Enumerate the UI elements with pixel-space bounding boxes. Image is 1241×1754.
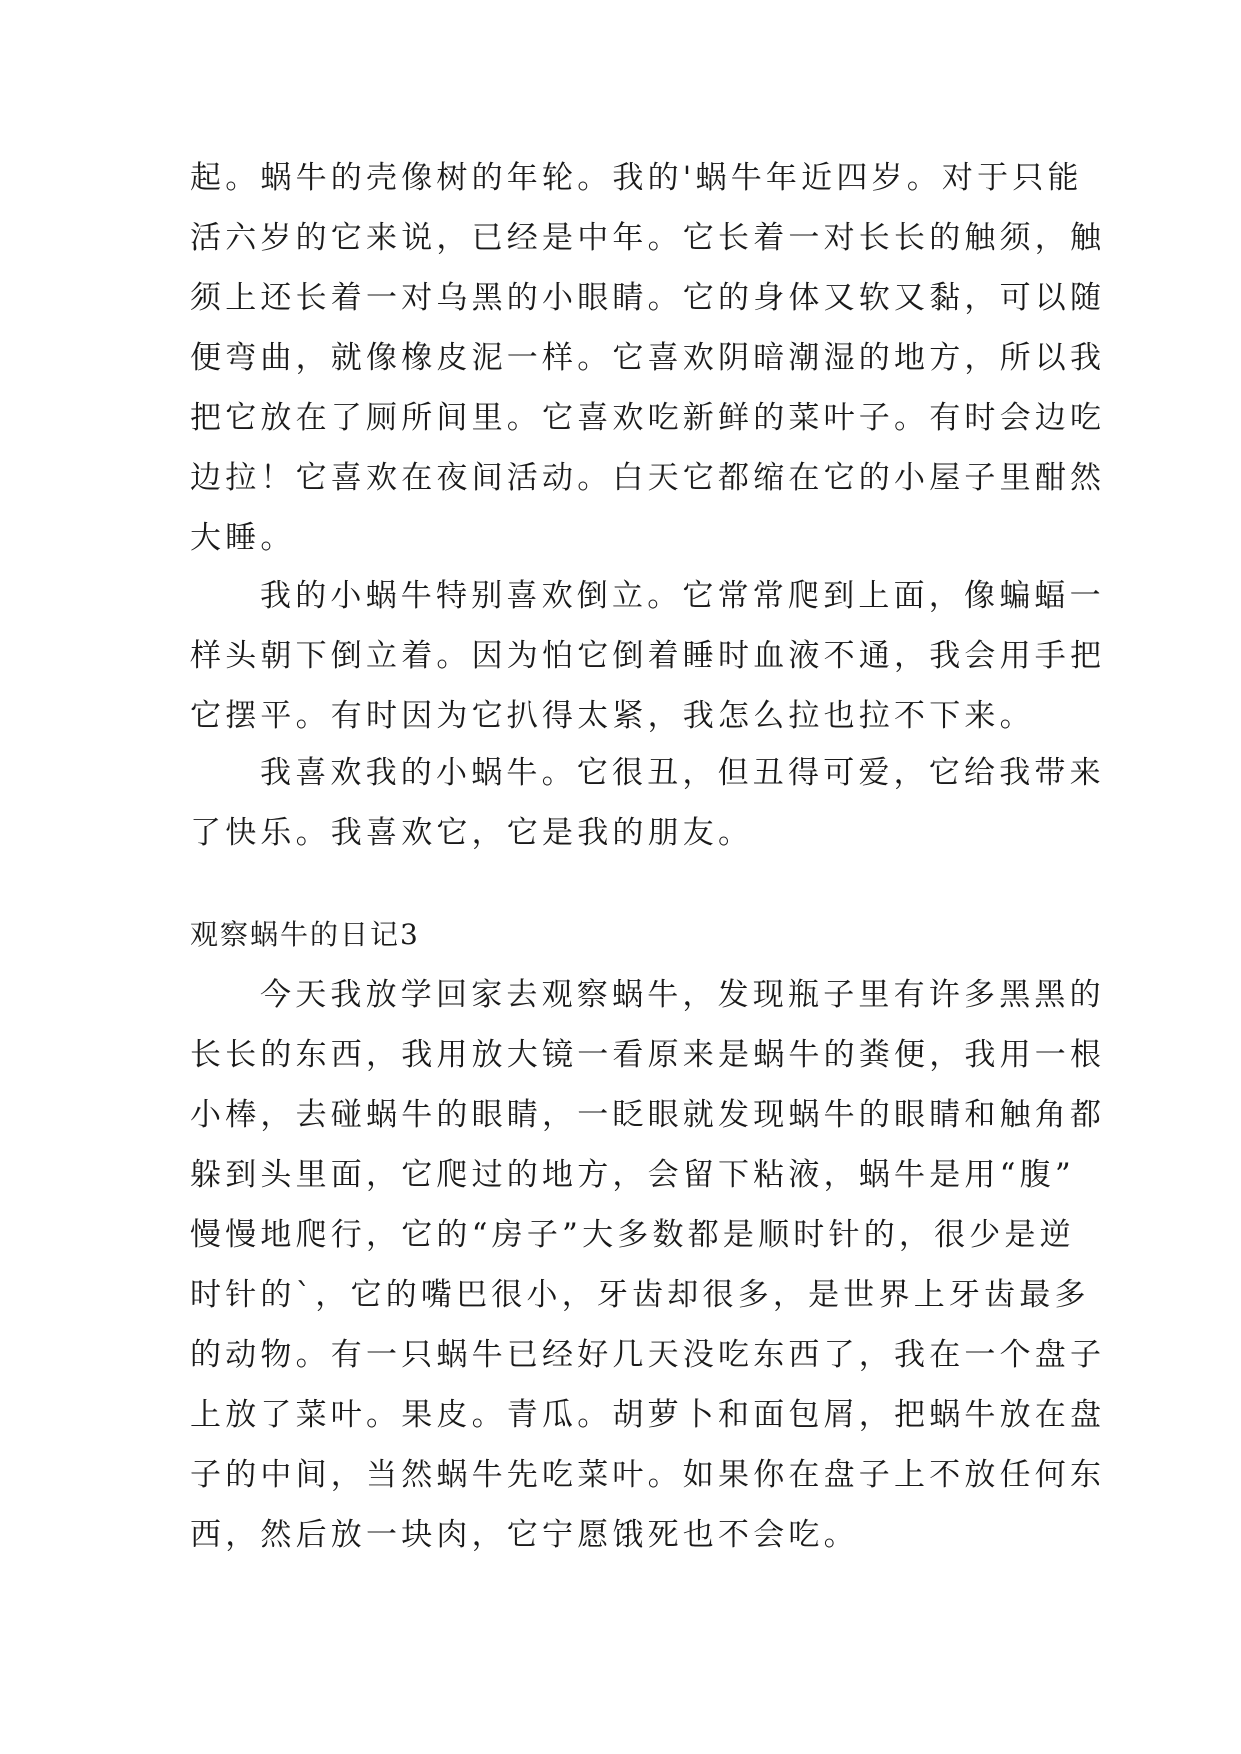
- text-line: 起。蜗牛的壳像树的年轮。我的'蜗牛年近四岁。对于只能: [190, 160, 1083, 196]
- text-line: 便弯曲，就像橡皮泥一样。它喜欢阴暗潮湿的地方，所以我: [190, 340, 1106, 376]
- text-line: 须上还长着一对乌黑的小眼睛。它的身体又软又黏，可以随: [190, 280, 1106, 316]
- text-line: 西，然后放一块肉，它宁愿饿死也不会吃。: [190, 1517, 859, 1553]
- text-line: 小棒，去碰蜗牛的眼睛，一眨眼就发现蜗牛的眼睛和触角都: [190, 1097, 1106, 1133]
- text-line: 它摆平。有时因为它扒得太紧，我怎么拉也拉不下来。: [190, 698, 1035, 734]
- paragraph-2: [190, 566, 1106, 746]
- text-line: 边拉！它喜欢在夜间活动。白天它都缩在它的小屋子里酣然: [190, 460, 1106, 496]
- text-line: 长长的东西，我用放大镜一看原来是蜗牛的粪便，我用一根: [190, 1037, 1106, 1073]
- paragraph-3: [190, 743, 1105, 863]
- text-line: 上放了菜叶。果皮。青瓜。胡萝卜和面包屑，把蜗牛放在盘: [190, 1397, 1106, 1433]
- text-line: 活六岁的它来说，已经是中年。它长着一对长长的触须，触: [190, 220, 1106, 256]
- text-line: 子的中间，当然蜗牛先吃菜叶。如果你在盘子上不放任何东: [190, 1457, 1106, 1493]
- text-line: 样头朝下倒立着。因为怕它倒着睡时血液不通，我会用手把: [190, 638, 1106, 674]
- text-line: 我喜欢我的小蜗牛。它很丑，但丑得可爱，它给我带来: [260, 755, 1105, 791]
- paragraph-1: [190, 148, 1106, 568]
- text-line: 慢慢地爬行，它的“房子”大多数都是顺时针的，很少是逆: [190, 1217, 1075, 1253]
- text-line: 躲到头里面，它爬过的地方，会留下粘液，蜗牛是用“腹”: [190, 1157, 1075, 1193]
- text-line: 我的小蜗牛特别喜欢倒立。它常常爬到上面，像蝙蝠一: [260, 578, 1105, 614]
- text-line: 大睡。: [190, 520, 296, 556]
- paragraph-4: [190, 965, 1106, 1565]
- text-line: 的动物。有一只蜗牛已经好几天没吃东西了，我在一个盘子: [190, 1337, 1106, 1373]
- text-line: 把它放在了厕所间里。它喜欢吃新鲜的菜叶子。有时会边吃: [190, 400, 1106, 436]
- section-title: 观察蜗牛的日记3: [190, 918, 420, 951]
- text-line: 了快乐。我喜欢它，它是我的朋友。: [190, 815, 754, 851]
- text-line: 今天我放学回家去观察蜗牛，发现瓶子里有许多黑黑的: [260, 977, 1105, 1013]
- text-line: 时针的`，它的嘴巴很小，牙齿却很多，是世界上牙齿最多: [190, 1277, 1090, 1313]
